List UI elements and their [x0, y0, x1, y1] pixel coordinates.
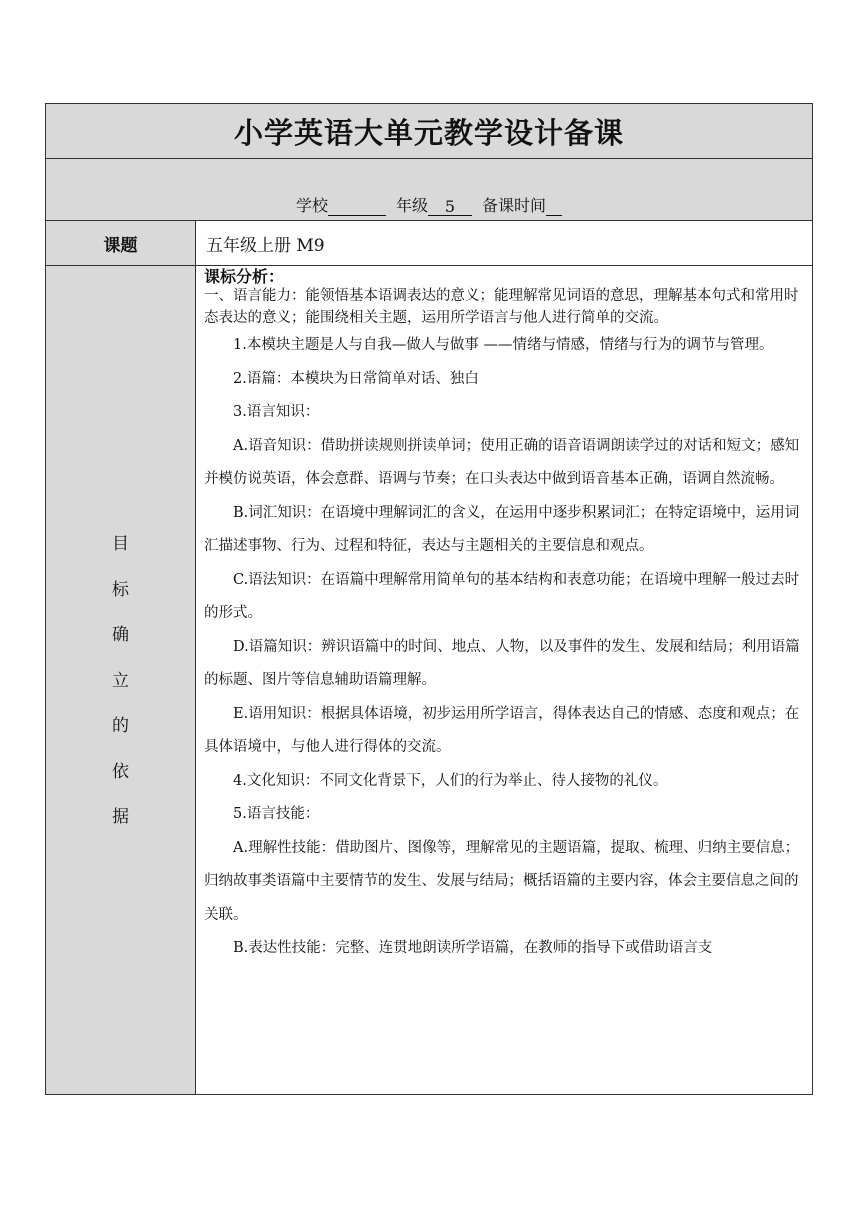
lesson-plan-table: [45, 103, 813, 1095]
school-info-row: [46, 159, 812, 221]
prep-time-blank: [546, 197, 562, 216]
basis-paragraph: A.语音知识：借助拼读规则拼读单词；使用正确的语音语调朗读学过的对话和短文；感知并模仿说英语，体会意群、语调与节奏；在口头表达中做到语音基本正确，语调自然流畅。: [204, 437, 800, 487]
basis-paragraph: 4.文化知识：不同文化背景下，人们的行为举止、待人接物的礼仪。: [233, 772, 668, 789]
school-label: 学校: [295, 196, 328, 215]
grade-value: 5: [428, 197, 472, 216]
basis-paragraph: B.表达性技能：完整、连贯地朗读所学语篇，在教师的指导下或借助语言支: [233, 940, 713, 956]
basis-label: [46, 534, 195, 853]
basis-paragraph: E.语用知识：根据具体语境，初步运用所学语言，得体表达自己的情感、态度和观点；在具体语境中，与他人进行得体的交流。: [204, 705, 800, 755]
prep-time-label: 备课时间: [482, 196, 547, 215]
basis-paragraph: A.理解性技能：借助图片、图像等，理解常见的主题语篇，提取、梳理、归纳主要信息；归纳故事类语篇中主要情节的发生、发展与结局；概括语篇的主要内容，体会主要信息之间的关联。: [204, 839, 800, 923]
basis-paragraph: 5.语言技能：: [233, 806, 320, 822]
basis-paragraph: D.语篇知识：辨识语篇中的时间、地点、人物，以及事件的发生、发展和结局；利用语篇的标题、图片等信息辅助语篇理解。: [204, 638, 800, 688]
basis-paragraph: B.词汇知识：在语境中理解词汇的含义，在运用中逐步积累词汇；在特定语境中，运用词汇描述事物、行为、过程和特征，表达与主题相关的主要信息和观点。: [204, 504, 800, 554]
topic-value: 五年级上册 M9: [206, 235, 325, 256]
basis-label-char: 立: [112, 670, 129, 691]
basis-paragraph: 3.语言知识：: [233, 404, 320, 420]
language-ability-intro: 一、语言能力：能领悟基本语调表达的意义；能理解常见词语的意思，理解基本句式和常用时态表达的意义；能围绕相关主题，运用所学语言与他人进行简单的交流。: [204, 288, 799, 326]
basis-label-char: 据: [112, 807, 129, 827]
basis-label-char: 标: [112, 579, 129, 600]
grade-label: 年级: [395, 196, 428, 215]
basis-label-char: 确: [112, 625, 129, 645]
school-info-line: [46, 193, 812, 216]
curriculum-analysis-heading: 课标分析：: [204, 267, 285, 286]
basis-paragraph: 2.语篇：本模块为日常简单对话、独白: [233, 370, 479, 387]
basis-paragraph: C.语法知识：在语篇中理解常用简单句的基本结构和表意功能；在语境中理解一般过去时的形式。: [204, 571, 800, 621]
basis-label-char: 依: [112, 761, 129, 782]
basis-label-cell: [46, 266, 196, 1094]
basis-label-char: 的: [112, 716, 129, 736]
school-blank: [328, 197, 386, 216]
topic-row: [46, 221, 812, 266]
basis-paragraph: 1.本模块主题是人与自我—做人与做事 ——情绪与情感，情绪与行为的调节与管理。: [233, 337, 774, 353]
basis-row: [46, 266, 812, 1094]
title-row: [46, 104, 812, 159]
topic-label: 课题: [46, 221, 196, 265]
basis-content: [204, 266, 808, 1094]
document-title: 小学英语大单元教学设计备课: [233, 115, 624, 150]
basis-label-char: 目: [112, 534, 129, 554]
basis-paragraphs: [204, 329, 808, 966]
